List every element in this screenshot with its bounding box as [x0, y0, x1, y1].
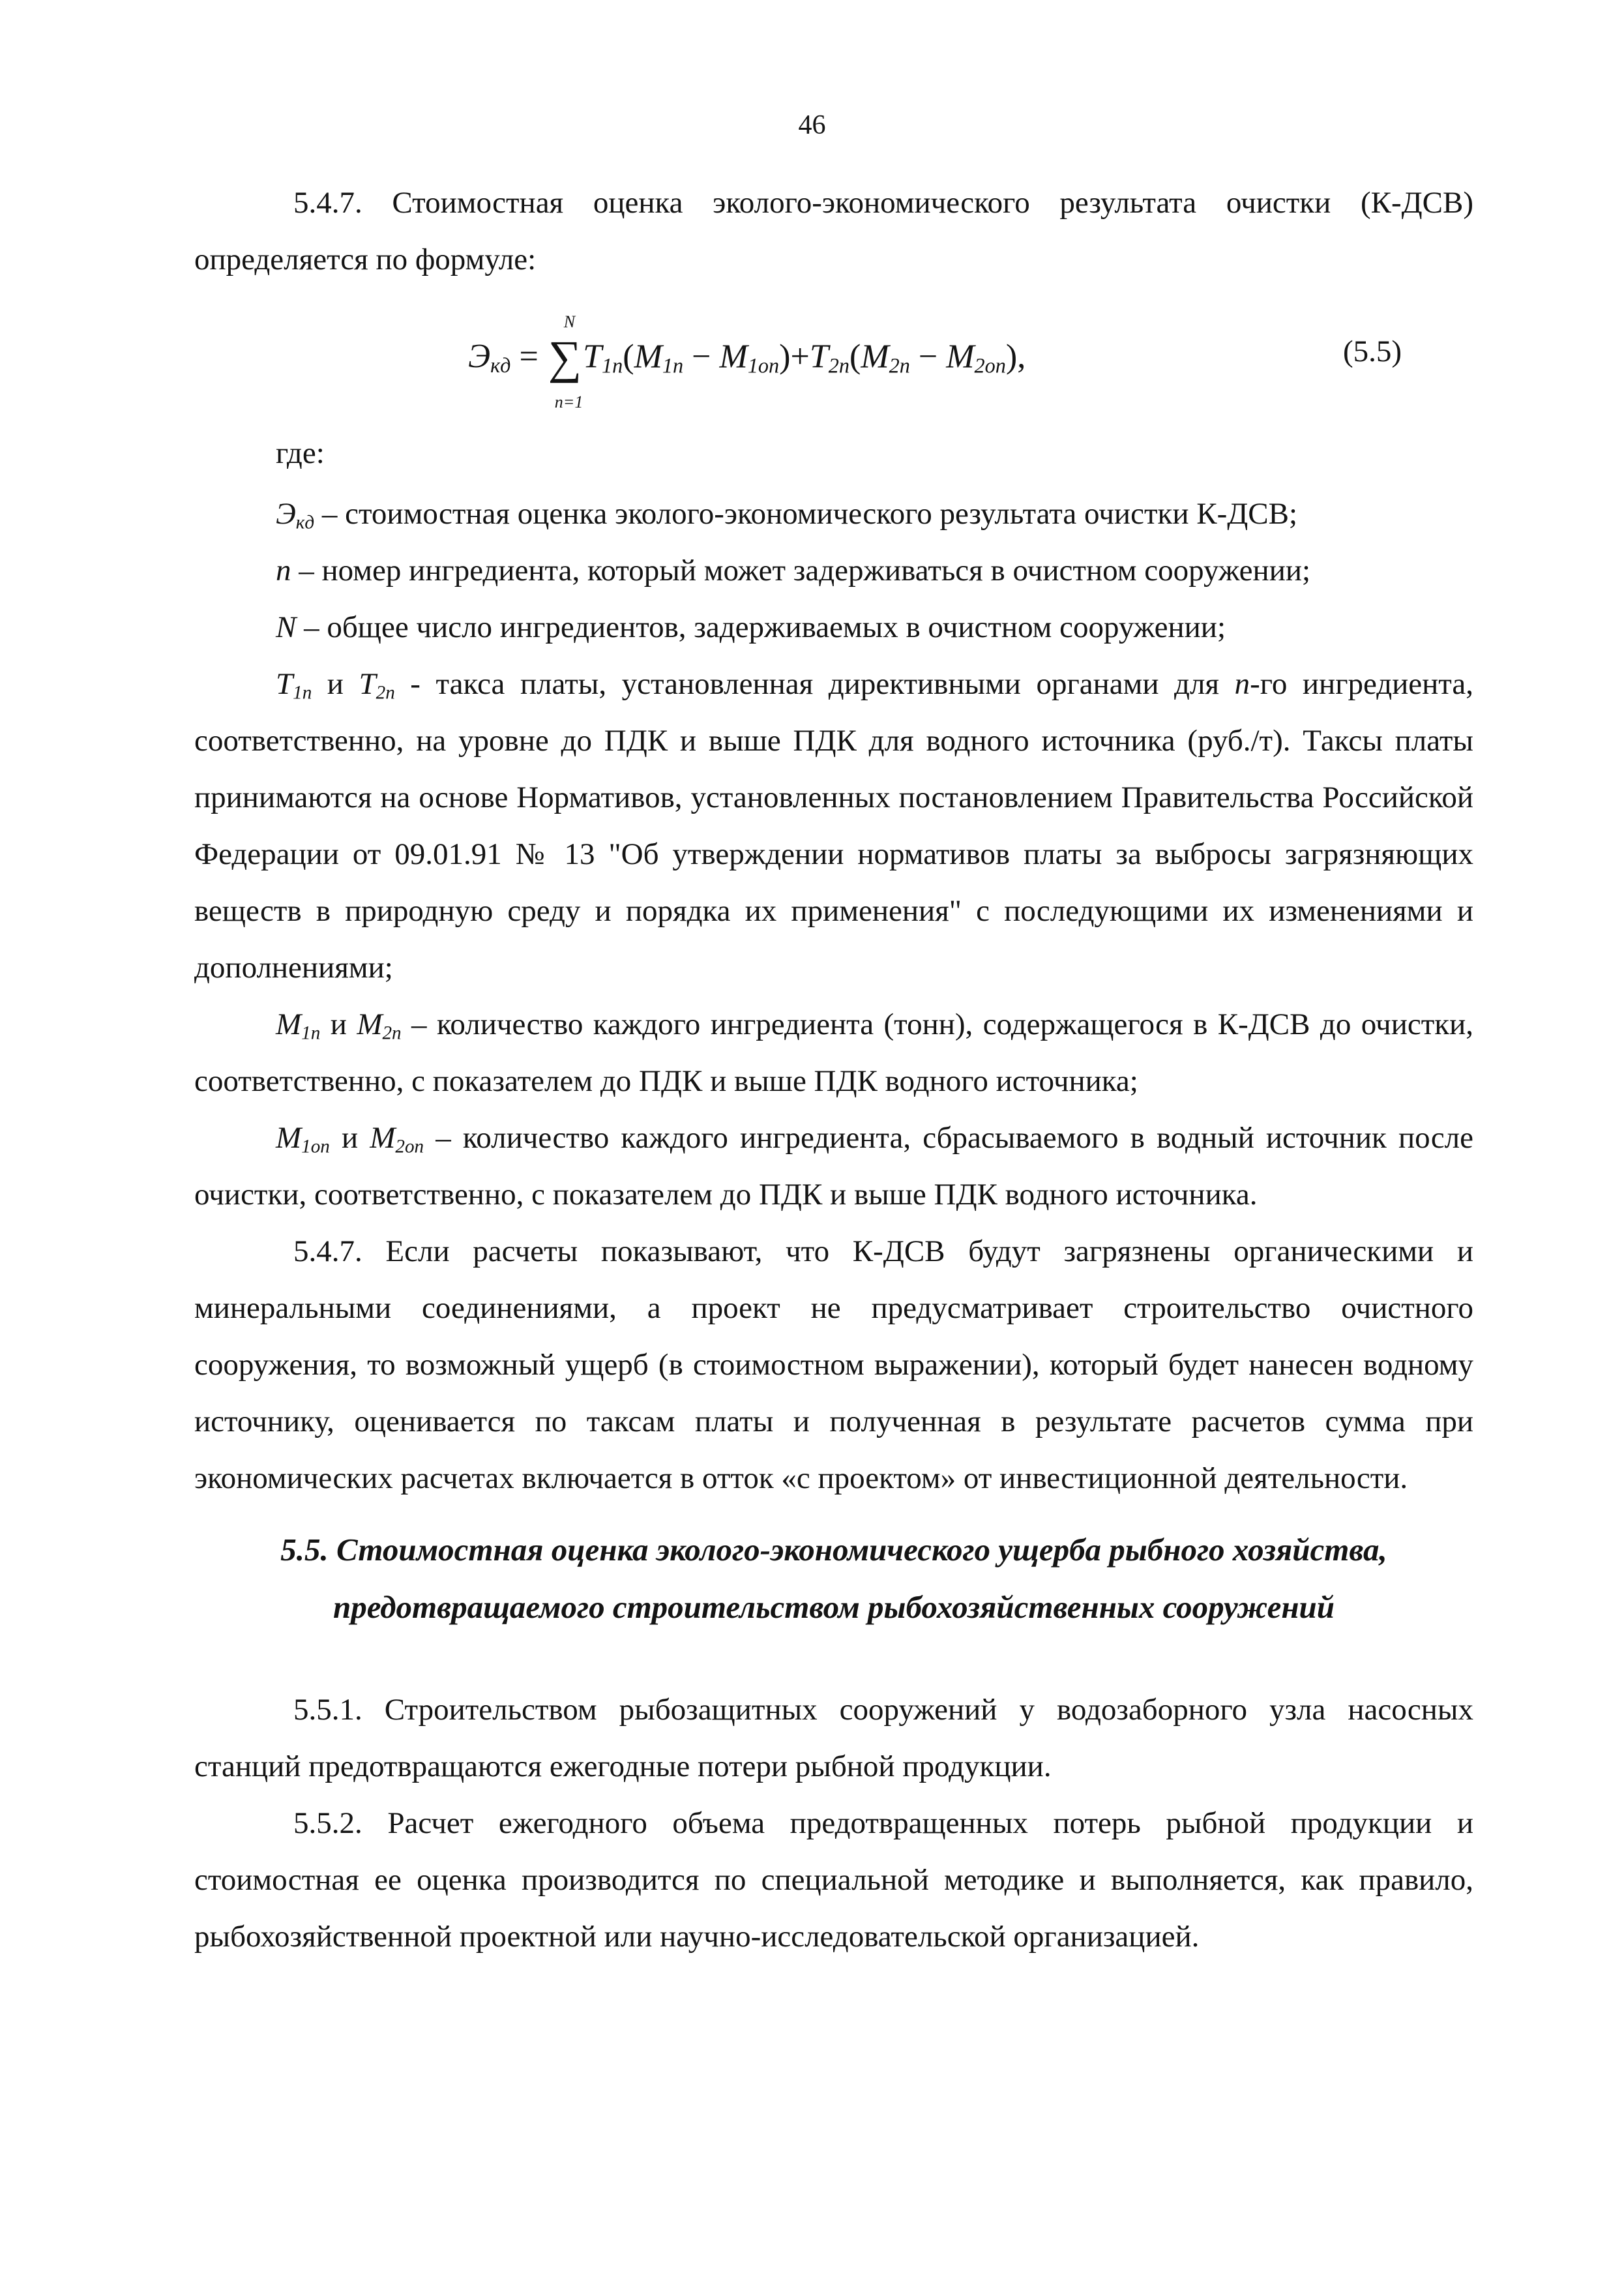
- formula-5-5: [194, 295, 1473, 425]
- paragraph-number: 5.4.7.: [293, 186, 362, 220]
- paragraph-5-4-7-b: 5.4.7. Если расчеты показывают, что К-ДСВ будут загрязнены органическими и минеральными соединениями, а проект не предусматривает строительство очистного сооружения, то возможный ущерб (в стоимостном выражении), который будет нанесен водному источнику, оценивается по таксам платы и полученная в результате расчетов сумма при экономических расчетах включается в отток «с проектом» от инвестиционной деятельности.: [194, 1234, 1473, 1495]
- sum-symbol: ∑ N n=1: [548, 312, 583, 411]
- definition-mo: $M_{1on}$ и $M_{2on}$ – количество каждого ингредиента, сбрасываемого в водный источник после очистки, соответственно, с показателем до ПДК и выше ПДК водного источника.: [194, 1121, 1473, 1212]
- formula-equals: =: [519, 338, 539, 376]
- paragraph-5-4-7-a: [194, 175, 1473, 288]
- paragraph-5-5-1: 5.5.1. Строительством рыбозащитных сооружений у водозаборного узла насосных станций предотвращаются ежегодные потери рыбной продукции.: [194, 1693, 1473, 1783]
- formula-expression: $Э_{кд}$ = ∑ N n=1 $T_{1n}(M_{1n} - M_{1on})+T_{2n}(M_{2n} - M_{2on})$,: [468, 312, 1026, 411]
- formula-lhs: $Э_{кд}$: [468, 338, 511, 378]
- formula-number: (5.5): [1342, 335, 1402, 368]
- paragraph-text: Стоимостная оценка эколого-экономического результата очистки (К-ДСВ) определяется по формуле:: [194, 186, 1474, 276]
- where-label: где:: [276, 436, 325, 470]
- paragraph-5-5-2: 5.5.2. Расчет ежегодного объема предотвращенных потерь рыбной продукции и стоимостная ее оценка производится по специальной методике и выполняется, как правило, рыбохозяйственной проектной или научно-исследовательской организацией.: [194, 1806, 1473, 1954]
- page-body: [194, 175, 1473, 1965]
- section-heading-line-1: 5.5. Стоимостная оценка эколого-экономического ущерба рыбного хозяйства,: [280, 1532, 1387, 1568]
- definition-n: n – номер ингредиента, который может задерживаться в очистном сооружении;: [276, 554, 1311, 588]
- section-heading-line-2: предотвращаемого строительством рыбохозяйственных сооружений: [332, 1589, 1335, 1625]
- definition-N: N – общее число ингредиентов, задерживаемых в очистном сооружении;: [276, 610, 1226, 644]
- definition-m: $M_{1n}$ и $M_{2n}$ – количество каждого ингредиента (тонн), содержащегося в К-ДСВ до очистки, соответственно, с показателем до ПДК и выше ПДК водного источника;: [194, 1007, 1473, 1098]
- page-number: 46: [798, 110, 826, 140]
- definition-ekd: $Э_{кд}$ – стоимостная оценка эколого-экономического результата очистки К-ДСВ;: [276, 497, 1298, 533]
- definition-tariff: $T_{1n}$ и $T_{2n}$ - такса платы, установленная директивными органами для n-го ингредиента, соответственно, на уровне до ПДК и выше ПДК для водного источника (руб./т). Таксы платы принимаются на основе Нормативов, установленных постановлением Правительства Российской Федерации от 09.01.91 № 13 "Об утверждении нормативов платы за выбросы загрязняющих веществ в природную среду и порядка их применения" с последующими их изменениями и дополнениями;: [194, 667, 1474, 985]
